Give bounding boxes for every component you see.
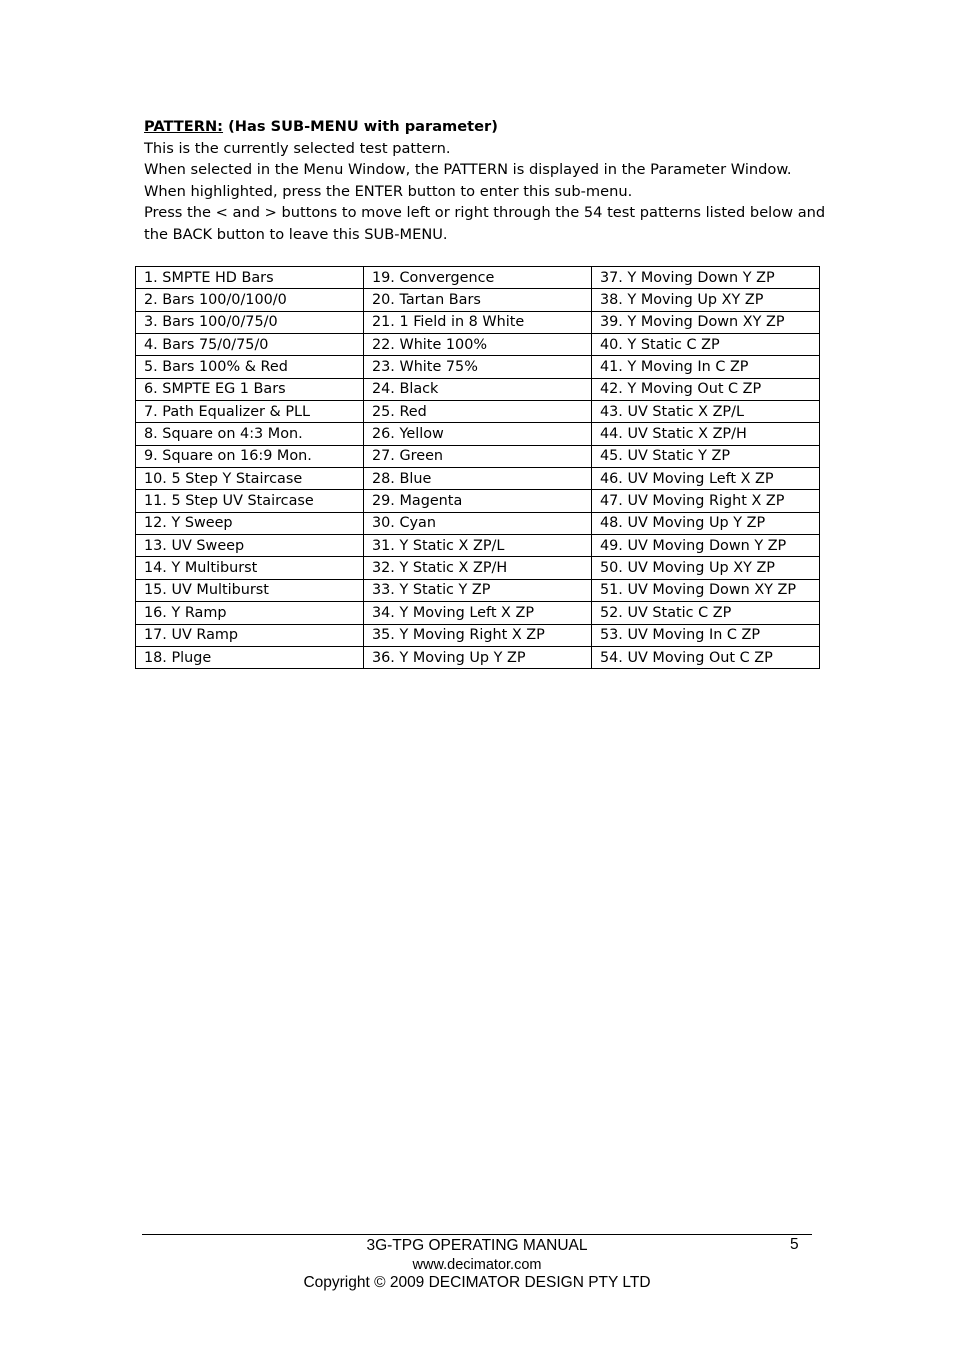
heading-subtitle: (Has SUB-MENU with parameter) [223,118,498,135]
pattern-cell: 37. Y Moving Down Y ZP [592,267,820,289]
pattern-cell: 53. UV Moving In C ZP [592,624,820,646]
pattern-cell: 26. Yellow [364,423,592,445]
pattern-section [144,116,824,245]
pattern-cell: 51. UV Moving Down XY ZP [592,579,820,601]
table-row [136,378,820,400]
table-row [136,646,820,668]
table-row [136,468,820,490]
pattern-cell: 11. 5 Step UV Staircase [136,490,364,512]
pattern-cell: 13. UV Sweep [136,535,364,557]
description-line-4: Press the < and > buttons to move left or right through the 54 test patterns listed below and [144,204,826,221]
pattern-cell: 9. Square on 16:9 Mon. [136,445,364,467]
pattern-cell: 12. Y Sweep [136,512,364,534]
table-row [136,535,820,557]
pattern-cell: 45. UV Static Y ZP [592,445,820,467]
pattern-cell: 1. SMPTE HD Bars [136,267,364,289]
pattern-cell: 4. Bars 75/0/75/0 [136,334,364,356]
pattern-cell: 8. Square on 4:3 Mon. [136,423,364,445]
table-row [136,512,820,534]
pattern-cell: 18. Pluge [136,646,364,668]
description-line-2: When selected in the Menu Window, the PATTERN is displayed in the Parameter Window. [144,161,792,178]
pattern-cell: 44. UV Static X ZP/H [592,423,820,445]
table-row [136,289,820,311]
table-row [136,356,820,378]
test-patterns-table [135,266,820,669]
test-patterns-body [136,267,820,669]
description-line-1: This is the currently selected test pattern. [144,139,451,157]
pattern-cell: 47. UV Moving Right X ZP [592,490,820,512]
pattern-cell: 17. UV Ramp [136,624,364,646]
pattern-cell: 27. Green [364,445,592,467]
pattern-cell: 54. UV Moving Out C ZP [592,646,820,668]
pattern-cell: 29. Magenta [364,490,592,512]
pattern-cell: 2. Bars 100/0/100/0 [136,289,364,311]
pattern-cell: 22. White 100% [364,334,592,356]
pattern-cell: 43. UV Static X ZP/L [592,401,820,423]
pattern-cell: 33. Y Static Y ZP [364,579,592,601]
pattern-cell: 24. Black [364,378,592,400]
pattern-cell: 39. Y Moving Down XY ZP [592,311,820,333]
pattern-cell: 21. 1 Field in 8 White [364,311,592,333]
pattern-cell: 32. Y Static X ZP/H [364,557,592,579]
table-row [136,445,820,467]
pattern-cell: 28. Blue [364,468,592,490]
section-heading [144,116,824,138]
pattern-cell: 16. Y Ramp [136,602,364,624]
description-line-5: the BACK button to leave this SUB-MENU. [144,225,448,243]
table-row [136,579,820,601]
pattern-cell: 35. Y Moving Right X ZP [364,624,592,646]
pattern-cell: 3. Bars 100/0/75/0 [136,311,364,333]
pattern-cell: 30. Cyan [364,512,592,534]
footer-title: 3G-TPG OPERATING MANUAL [366,1237,588,1254]
pattern-cell: 52. UV Static C ZP [592,602,820,624]
pattern-cell: 14. Y Multiburst [136,557,364,579]
pattern-cell: 49. UV Moving Down Y ZP [592,535,820,557]
description-line-3: When highlighted, press the ENTER button to enter this sub-menu. [144,182,633,200]
pattern-cell: 6. SMPTE EG 1 Bars [136,378,364,400]
pattern-cell: 41. Y Moving In C ZP [592,356,820,378]
pattern-cell: 38. Y Moving Up XY ZP [592,289,820,311]
pattern-cell: 40. Y Static C ZP [592,334,820,356]
pattern-cell: 34. Y Moving Left X ZP [364,602,592,624]
table-row [136,602,820,624]
pattern-cell: 46. UV Moving Left X ZP [592,468,820,490]
heading-keyword: PATTERN: [144,118,224,135]
pattern-cell: 10. 5 Step Y Staircase [136,468,364,490]
pattern-cell: 50. UV Moving Up XY ZP [592,557,820,579]
pattern-cell: 20. Tartan Bars [364,289,592,311]
footer-copyright: Copyright © 2009 DECIMATOR DESIGN PTY LTD [303,1274,651,1291]
pattern-cell: 25. Red [364,401,592,423]
pattern-cell: 15. UV Multiburst [136,579,364,601]
table-row [136,557,820,579]
pattern-cell: 19. Convergence [364,267,592,289]
pattern-cell: 23. White 75% [364,356,592,378]
table-row [136,624,820,646]
table-row [136,311,820,333]
footer-divider [142,1234,812,1235]
pattern-cell: 7. Path Equalizer & PLL [136,401,364,423]
page-number: 5 [790,1236,799,1253]
table-row [136,423,820,445]
pattern-cell: 36. Y Moving Up Y ZP [364,646,592,668]
footer-website: www.decimator.com [412,1257,542,1273]
pattern-cell: 48. UV Moving Up Y ZP [592,512,820,534]
table-row [136,334,820,356]
pattern-cell: 5. Bars 100% & Red [136,356,364,378]
table-row [136,490,820,512]
pattern-cell: 42. Y Moving Out C ZP [592,378,820,400]
pattern-cell: 31. Y Static X ZP/L [364,535,592,557]
table-row [136,401,820,423]
table-row [136,267,820,289]
